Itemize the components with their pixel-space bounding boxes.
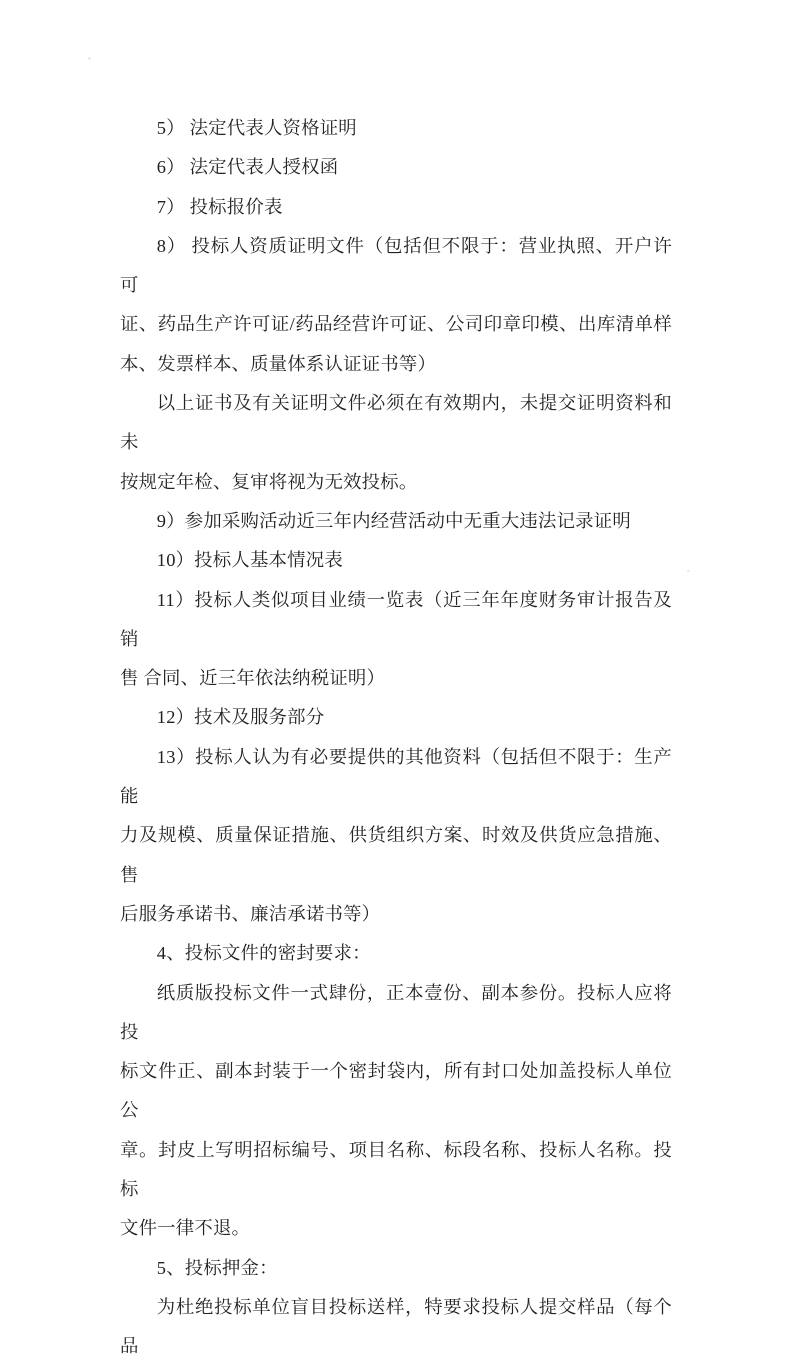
document-line-20: 章。封皮上写明招标编号、项目名称、标段名称、投标人名称。投标 <box>120 1139 672 1200</box>
document-line-13: 12）技术及服务部分 <box>156 707 325 728</box>
document-line-22: 5、投标押金： <box>156 1257 278 1278</box>
document-line-23: 为杜绝投标单位盲目投标送样，特要求投标人提交样品（每个品 <box>120 1296 672 1357</box>
document-line-2: 6） 法定代表人授权函 <box>156 157 339 178</box>
document-line-19: 标文件正、副本封装于一个密封袋内，所有封口处加盖投标人单位公 <box>120 1061 672 1121</box>
scan-speck <box>687 570 690 572</box>
document-line-3: 7） 投标报价表 <box>156 196 283 217</box>
document-line-12: 售 合同、近三年依法纳税证明） <box>120 668 386 689</box>
document-line-7: 以上证书及有关证明文件必须在有效期内，未提交证明资料和未 <box>120 393 672 453</box>
document-line-5: 证、药品生产许可证/药品经营许可证、公司印章印模、出库清单样 <box>120 314 672 335</box>
scan-speck <box>88 57 91 60</box>
document-line-21: 文件一律不退。 <box>120 1218 251 1239</box>
document-line-15: 力及规模、质量保证措施、供货组织方案、时效及供货应急措施、售 <box>120 825 672 885</box>
document-line-17: 4、投标文件的密封要求： <box>156 943 371 964</box>
document-line-14: 13）投标人认为有必要提供的其他资料（包括但不限于：生产能 <box>120 746 672 807</box>
document-body <box>120 109 672 1367</box>
document-line-16: 后服务承诺书、廉洁承诺书等） <box>120 903 381 924</box>
document-line-9: 9）参加采购活动近三年内经营活动中无重大违法记录证明 <box>156 510 631 531</box>
document-line-6: 本、发票样本、质量体系认证证书等） <box>120 353 437 374</box>
document-line-11: 11）投标人类似项目业绩一览表（近三年年度财务审计报告及销 <box>120 589 672 649</box>
document-line-1: 5） 法定代表人资格证明 <box>156 118 357 138</box>
document-line-10: 10）投标人基本情况表 <box>156 550 343 571</box>
document-line-18: 纸质版投标文件一式肆份，正本壹份、副本参份。投标人应将投 <box>120 982 672 1042</box>
document-line-8: 按规定年检、复审将视为无效投标。 <box>120 471 418 492</box>
document-line-4: 8） 投标人资质证明文件（包括但不限于：营业执照、开户许可 <box>120 235 672 296</box>
